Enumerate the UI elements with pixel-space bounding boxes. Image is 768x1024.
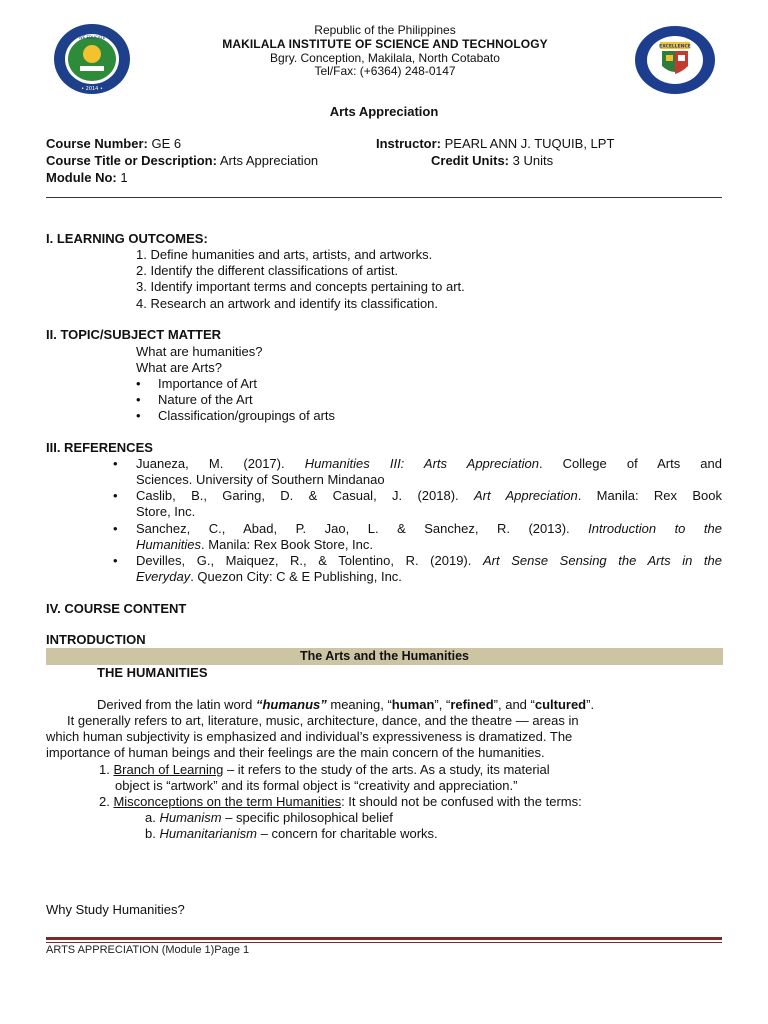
svg-text:WE EDUCATE: WE EDUCATE [78, 35, 106, 40]
credit-units: Credit Units: 3 Units [431, 153, 554, 168]
paragraph-line: Derived from the latin word “humanus” meaning, “human”, “refined”, and “cultured”. [97, 697, 595, 712]
module-number: Module No: 1 [46, 170, 128, 185]
outcome-item: 2. Identify the different classifications of artist. [136, 263, 399, 278]
instructor: Instructor: PEARL ANN J. TUQUIB, LPT [376, 136, 615, 151]
reference-bullet: • [113, 521, 118, 536]
topic-heading: II. TOPIC/SUBJECT MATTER [46, 327, 222, 342]
school-seal-logo [40, 22, 144, 96]
header-institute: MAKILALA INSTITUTE OF SCIENCE AND TECHNOLOGY [222, 37, 548, 51]
outcome-item: 1. Define humanities and arts, artists, and artworks. [136, 247, 433, 262]
document-title: Arts Appreciation [329, 104, 439, 119]
reference-bullet: • [113, 488, 118, 503]
sub-item: b. Humanitarianism – concern for charitable works. [145, 826, 438, 841]
course-title: Course Title or Description: Arts Appreciation [46, 153, 319, 168]
content-item-cont: object is “artwork” and its formal object is “creativity and appreciation.” [115, 778, 518, 793]
reference-line: Sciences. University of Southern Mindanao [136, 472, 385, 487]
paragraph-line: importance of human beings and their feelings are the main concern of the humanities. [46, 745, 545, 760]
topic-bullet: • Classification/groupings of arts [158, 408, 335, 424]
reference-line: Juaneza, M. (2017). Humanities III: Arts Appreciation. College of Arts and [136, 456, 722, 471]
outcome-item: 3. Identify important terms and concepts pertaining to art. [136, 279, 465, 294]
references-heading: III. REFERENCES [46, 440, 153, 455]
header-telfax: Tel/Fax: (+6364) 248-0147 [314, 64, 456, 78]
learning-outcomes-heading: I. LEARNING OUTCOMES: [46, 231, 208, 246]
reference-line: Store, Inc. [136, 504, 196, 519]
svg-text:• 2014 •: • 2014 • [81, 86, 103, 92]
sub-item: a. Humanism – specific philosophical belief [145, 810, 393, 825]
reference-line: Caslib, B., Garing, D. & Casual, J. (2018). Art Appreciation. Manila: Rex Book [136, 488, 722, 503]
introduction-heading: INTRODUCTION [46, 632, 146, 647]
reference-line: Humanities. Manila: Rex Book Store, Inc. [136, 537, 373, 552]
header-divider [46, 197, 722, 198]
paragraph-line: which human subjectivity is emphasized and individual’s expressiveness is dramatized. The [46, 729, 573, 744]
topic-bullet: • Importance of Art [158, 376, 257, 392]
content-item: 1. Branch of Learning – it refers to the study of the arts. As a study, its material [99, 762, 550, 777]
reference-bullet: • [113, 456, 118, 471]
section-band: The Arts and the Humanities [46, 648, 723, 665]
course-content-heading: IV. COURSE CONTENT [46, 601, 187, 616]
reference-line: Devilles, G., Maiquez, R., & Tolentino, R. (2019). Art Sense Sensing the Arts in the [136, 553, 722, 568]
topic-bullet: • Nature of the Art [158, 392, 253, 408]
footer-rule [46, 937, 722, 940]
content-item: 2. Misconceptions on the term Humanities: It should not be confused with the terms: [99, 794, 582, 809]
footer-rule [46, 942, 722, 943]
topic-question: What are Arts? [136, 360, 222, 375]
reference-bullet: • [113, 553, 118, 568]
footer-page-label: ARTS APPRECIATION (Module 1)Page 1 [46, 944, 250, 956]
reference-line: Sanchez, C., Abad, P. Jao, L. & Sanchez, R. (2013). Introduction to the [136, 521, 722, 536]
header-republic: Republic of the Philippines [314, 23, 456, 37]
course-number: Course Number: GE 6 [46, 136, 182, 151]
why-study-question: Why Study Humanities? [46, 902, 185, 917]
reference-line: Everyday. Quezon City: C & E Publishing, Inc. [136, 569, 402, 584]
outcome-item: 4. Research an artwork and identify its classification. [136, 296, 439, 311]
paragraph-line: It generally refers to art, literature, music, architecture, dance, and the theatre — areas in [67, 713, 579, 728]
svg-text:EXCELLENCE: EXCELLENCE [659, 44, 691, 50]
header-address: Bgry. Conception, Makilala, North Cotabato [270, 51, 500, 65]
topic-question: What are humanities? [136, 344, 263, 359]
department-seal-logo [622, 24, 728, 96]
humanities-subheading: THE HUMANITIES [97, 665, 208, 680]
